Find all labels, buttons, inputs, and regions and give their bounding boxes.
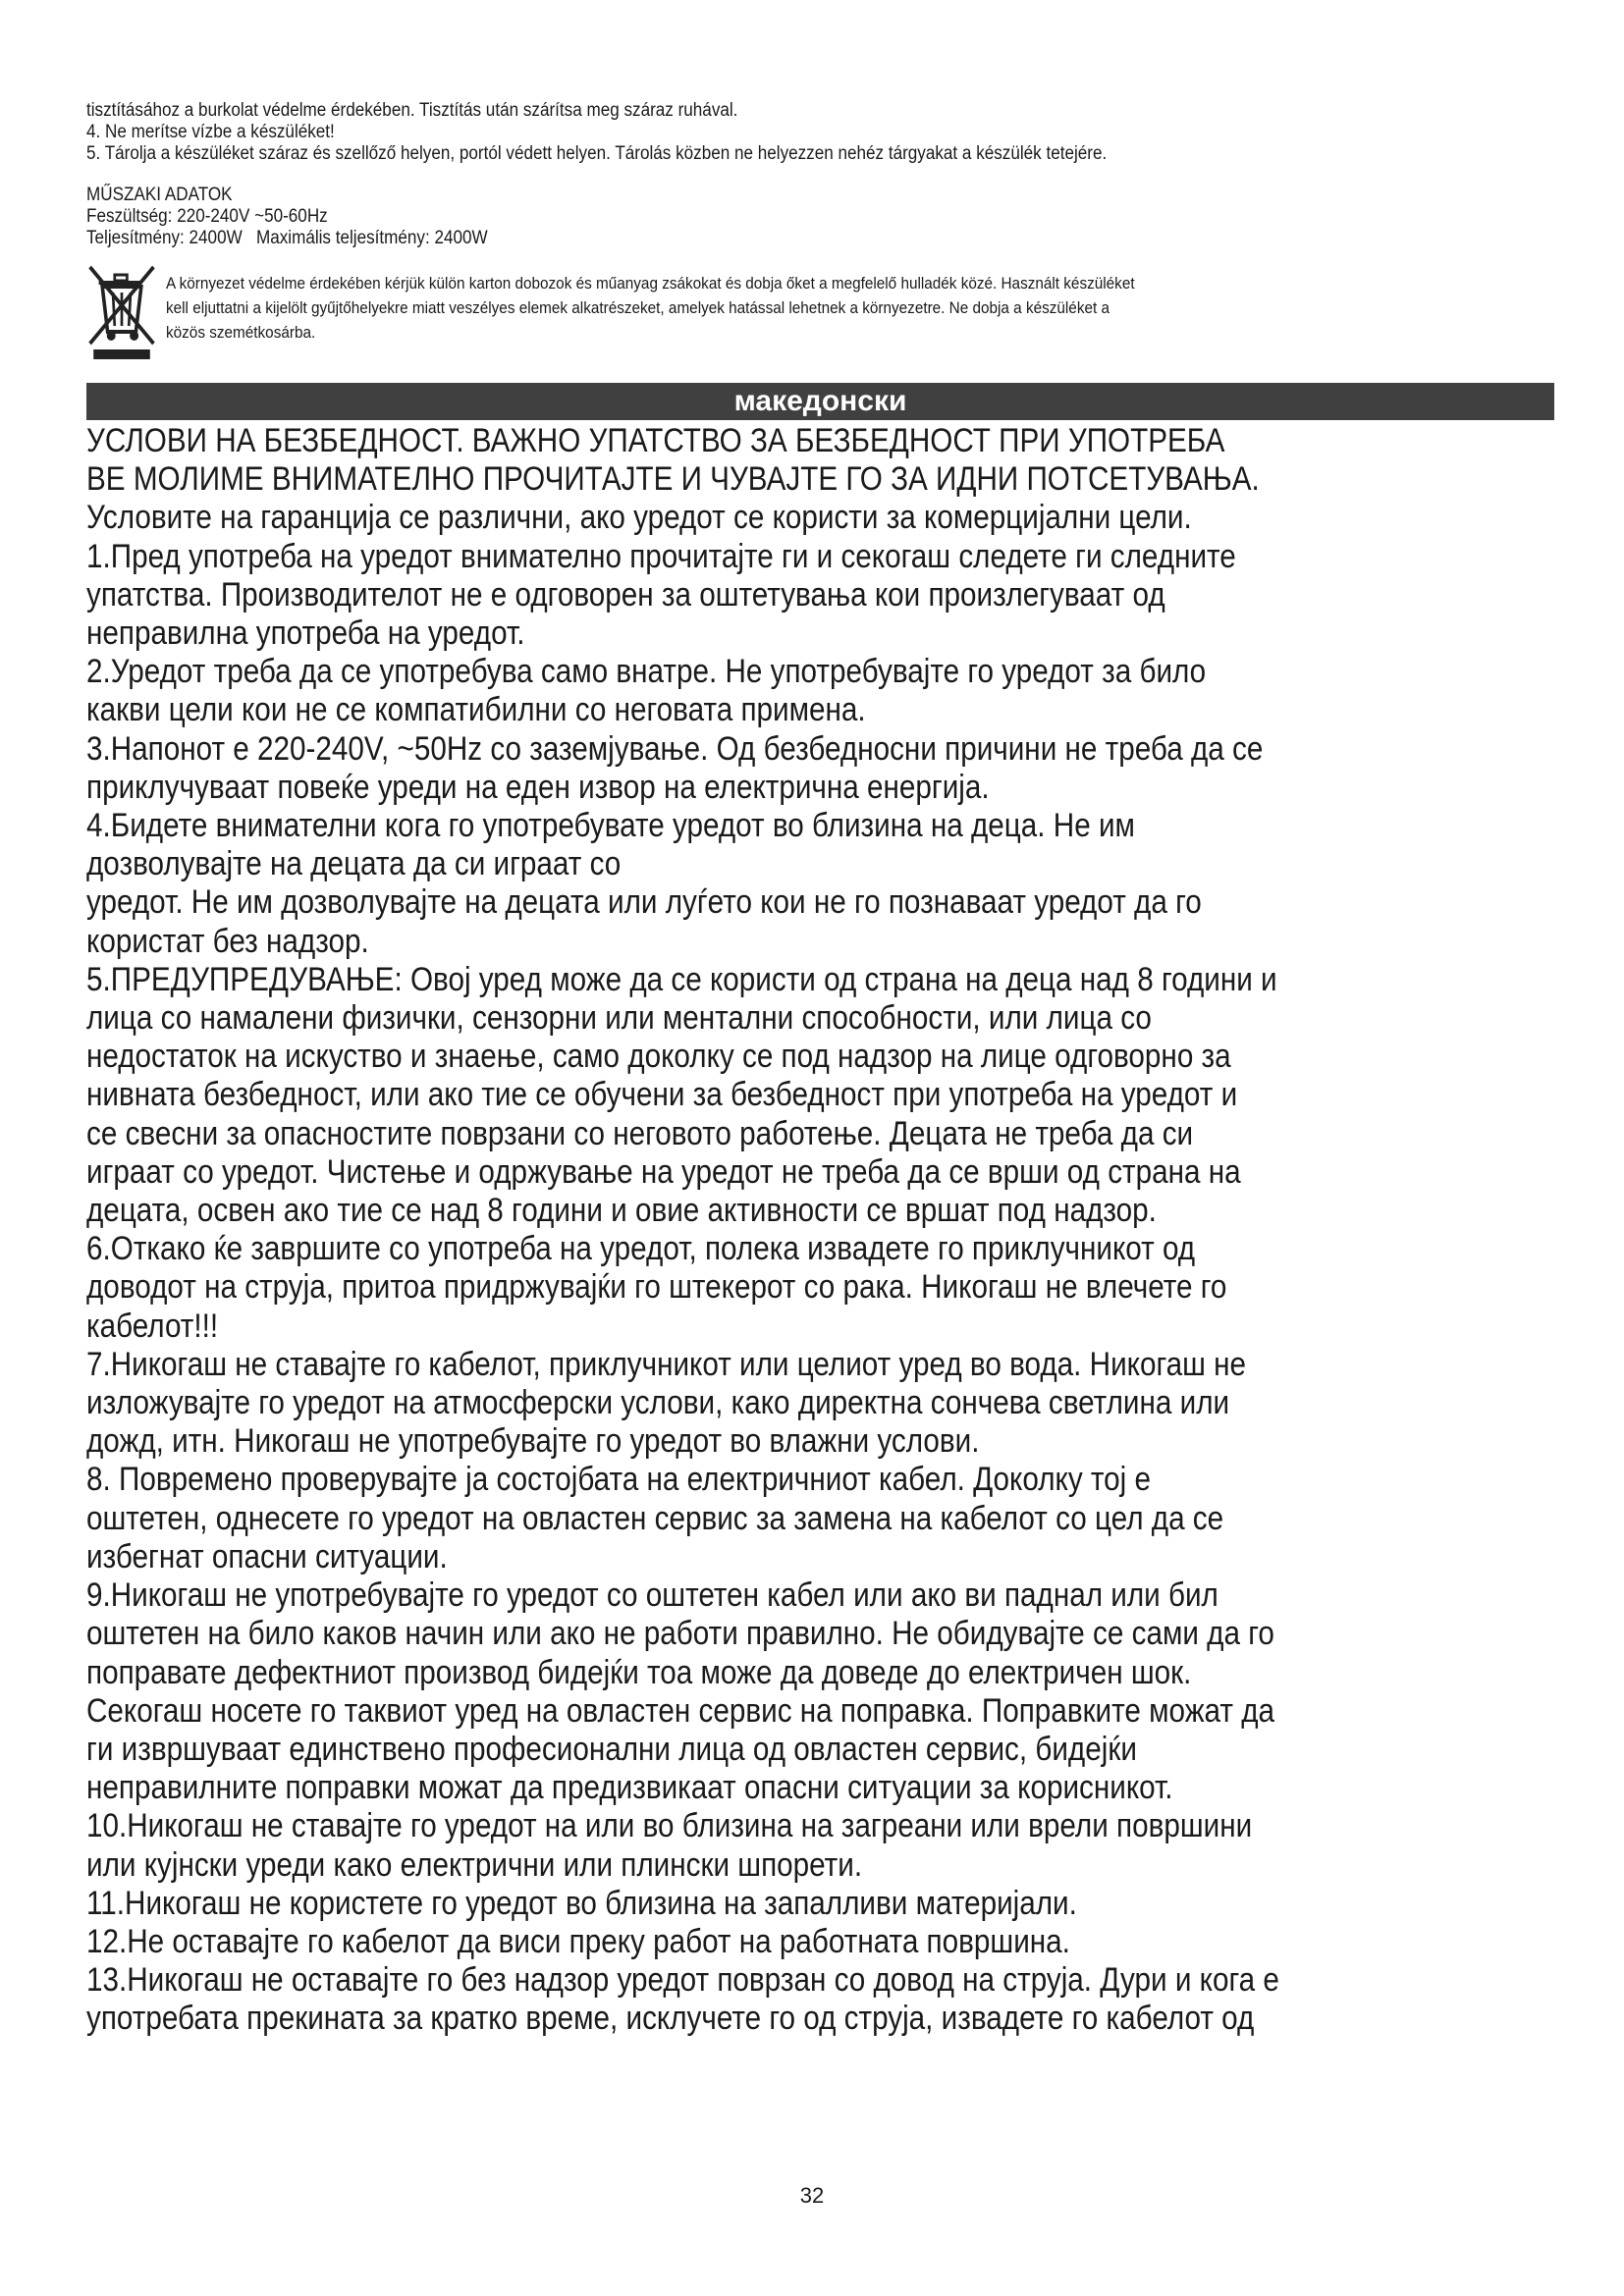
weee-text (166, 271, 1135, 345)
text-line: 3.Напонот е 220-240V, ~50Hz со заземјување. Од безбедносни причини не треба да се (86, 729, 1264, 768)
text-line: 2.Уредот треба да се употребува само внатре. Не употребувајте го уредот за било (86, 653, 1207, 691)
text-line: 9.Никогаш не употребувајте го уредот со оштетен кабел или ако ви паднал или бил (86, 1576, 1218, 1615)
text-line: УСЛОВИ НА БЕЗБЕДНОСТ. ВАЖНО УПАТСТВО ЗА БЕЗБЕДНОСТ ПРИ УПОТРЕБА (86, 422, 1225, 459)
text-line: се свесни за опасностите поврзани со неговото работење. Децата не треба да си (86, 1114, 1194, 1152)
macedonian-section (86, 422, 1555, 2039)
text-line: tisztításához a burkolat védelme érdekében. Tisztítás után szárítsa meg száraz ruhával. (86, 100, 738, 121)
text-line: 4. Ne merítse vízbe a készüléket! (86, 122, 335, 142)
text-line: уредот. Не им дозволувајте на децата или луѓето кои не го познаваат уредот да го (86, 883, 1202, 922)
text-line: играат со уредот. Чистење и одржување на уредот не треба да се врши од страна на (86, 1152, 1241, 1191)
weee-notice (86, 263, 1553, 361)
text-line: изложувајте го уредот на атмосферски услови, како директна сончева светлина или (86, 1384, 1230, 1422)
text-line: лица со намалени физички, сензорни или ментални способности, или лица со (86, 999, 1152, 1038)
text-line: оштетен на било каков начин или ако не работи правилно. Не обидувајте се сами да го (86, 1615, 1274, 1653)
text-line: какви цели кои не се компатибилни со неговата примена. (86, 691, 866, 729)
text-line: 10.Никогаш не ставајте го уредот на или во близина на загреани или врели површини (86, 1807, 1253, 1845)
text-line: дожд, итн. Никогаш не употребувајте го уредот во влажни услови. (86, 1422, 980, 1461)
text-line: Условите на гаранција се различни, ако уредот се користи за комерцијални цели. (86, 499, 1192, 537)
text-line: неправилните поправки можат да предизвикаат опасни ситуации за корисникот. (86, 1769, 1173, 1807)
text-line: 1.Пред употреба на уредот внимателно прочитајте ги и секогаш следете ги следните (86, 537, 1236, 575)
language-banner: македонски (86, 383, 1554, 420)
text-line: 12.Не оставајте го кабелот да виси преку работ на работната површина. (86, 1922, 1070, 1960)
text-line: közös szemétkosárba. (166, 323, 316, 342)
text-line: 11.Никогаш не користете го уредот во близина на запалливи материјали. (86, 1884, 1077, 1922)
tech-data-title: MŰSZAKI ADATOK (86, 185, 233, 205)
text-line: кабелот!!! (86, 1307, 219, 1345)
text-line: A környezet védelme érdekében kérjük külön karton dobozok és műanyag zsákokat és dobja őket a megfelelő hulladék közé. Használt készüléket (166, 274, 1135, 293)
text-line: 5. Tárolja a készüléket száraz és szellőző helyen, portól védett helyen. Tárolás közben ne helyezzen nehéz tárgyakat a készülék tetejére. (86, 143, 1108, 164)
text-line: kell eljuttatni a kijelölt gyűjtőhelyekre miatt veszélyes elemek alkatrészeket, amelyek hatással lehetnek a környezetre. Ne dobja a készüléket a (166, 298, 1110, 317)
text-line: децата, освен ако тие се над 8 години и овие активности се вршат под надзор. (86, 1192, 1157, 1230)
text-line: оштетен, однесете го уредот на овластен сервис за замена на кабелот со цел да се (86, 1499, 1224, 1537)
text-line: ВЕ МОЛИМЕ ВНИМАТЕЛНО ПРОЧИТАЈТЕ И ЧУВАЈТЕ ГО ЗА ИДНИ ПОТСЕТУВАЊА. (86, 460, 1260, 499)
tech-data-power: Teljesítmény: 2400W Maximális teljesítmény: 2400W (86, 228, 488, 248)
text-line: 7.Никогаш не ставајте го кабелот, приклучникот или целиот уред во вода. Никогаш не (86, 1345, 1247, 1383)
text-line: користат без надзор. (86, 922, 369, 960)
text-line: нивната безбедност, или ако тие се обучени за безбедност при употреба на уредот и (86, 1076, 1238, 1114)
document-page (86, 100, 1554, 2039)
text-line: употребата прекината за кратко време, исклучете го од струја, извадете го кабелот од (86, 2000, 1255, 2038)
text-line: 4.Бидете внимателни кога го употребувате уредот во близина на деца. Не им (86, 807, 1135, 845)
text-line: ги извршуваат единствено професионални лица од овластен сервис, бидејќи (86, 1730, 1137, 1768)
text-line: приклучуваат повеќе уреди на еден извор на електрична енергија. (86, 768, 990, 806)
text-line: избегнат опасни ситуации. (86, 1537, 448, 1575)
text-line: упатства. Производителот не е одговорен за оштетувања кои произлегуваат од (86, 575, 1165, 614)
hungarian-section (86, 100, 1553, 361)
text-line: поправате дефектниот производ бидејќи тоа може да доведе до електричен шок. (86, 1653, 1192, 1691)
text-line: неправилна употреба на уредот. (86, 614, 525, 653)
text-line: недостаток на искуство и знаење, само доколку се под надзор на лице одговорно за (86, 1038, 1231, 1076)
text-line: 8. Повремено проверувајте ја состојбата на електричниот кабел. Доколку тој е (86, 1461, 1152, 1499)
text-line: Секогаш носете го таквиот уред на овластен сервис на поправка. Поправките можат да (86, 1691, 1275, 1730)
text-line: 6.Откако ќе завршите со употреба на уредот, полека извадете го приклучникот од (86, 1230, 1196, 1268)
tech-data-voltage: Feszültség: 220-240V ~50-60Hz (86, 206, 328, 227)
text-line: или кујнски уреди како електрични или плински шпорети. (86, 1845, 863, 1884)
crossed-out-wheelie-bin-icon (86, 263, 157, 361)
text-line: дозволувајте на децата да си играат со (86, 845, 622, 883)
text-line: 5.ПРЕДУПРЕДУВАЊЕ: Овој уред може да се користи од страна на деца над 8 години и (86, 960, 1277, 998)
page-number: 32 (799, 2183, 825, 2208)
text-line: доводот на струја, притоа придржувајќи го штекерот со рака. Никогаш не влечете го (86, 1268, 1227, 1307)
text-line: 13.Никогаш не оставајте го без надзор уредот поврзан со довод на струја. Дури и кога е (86, 1961, 1279, 2000)
